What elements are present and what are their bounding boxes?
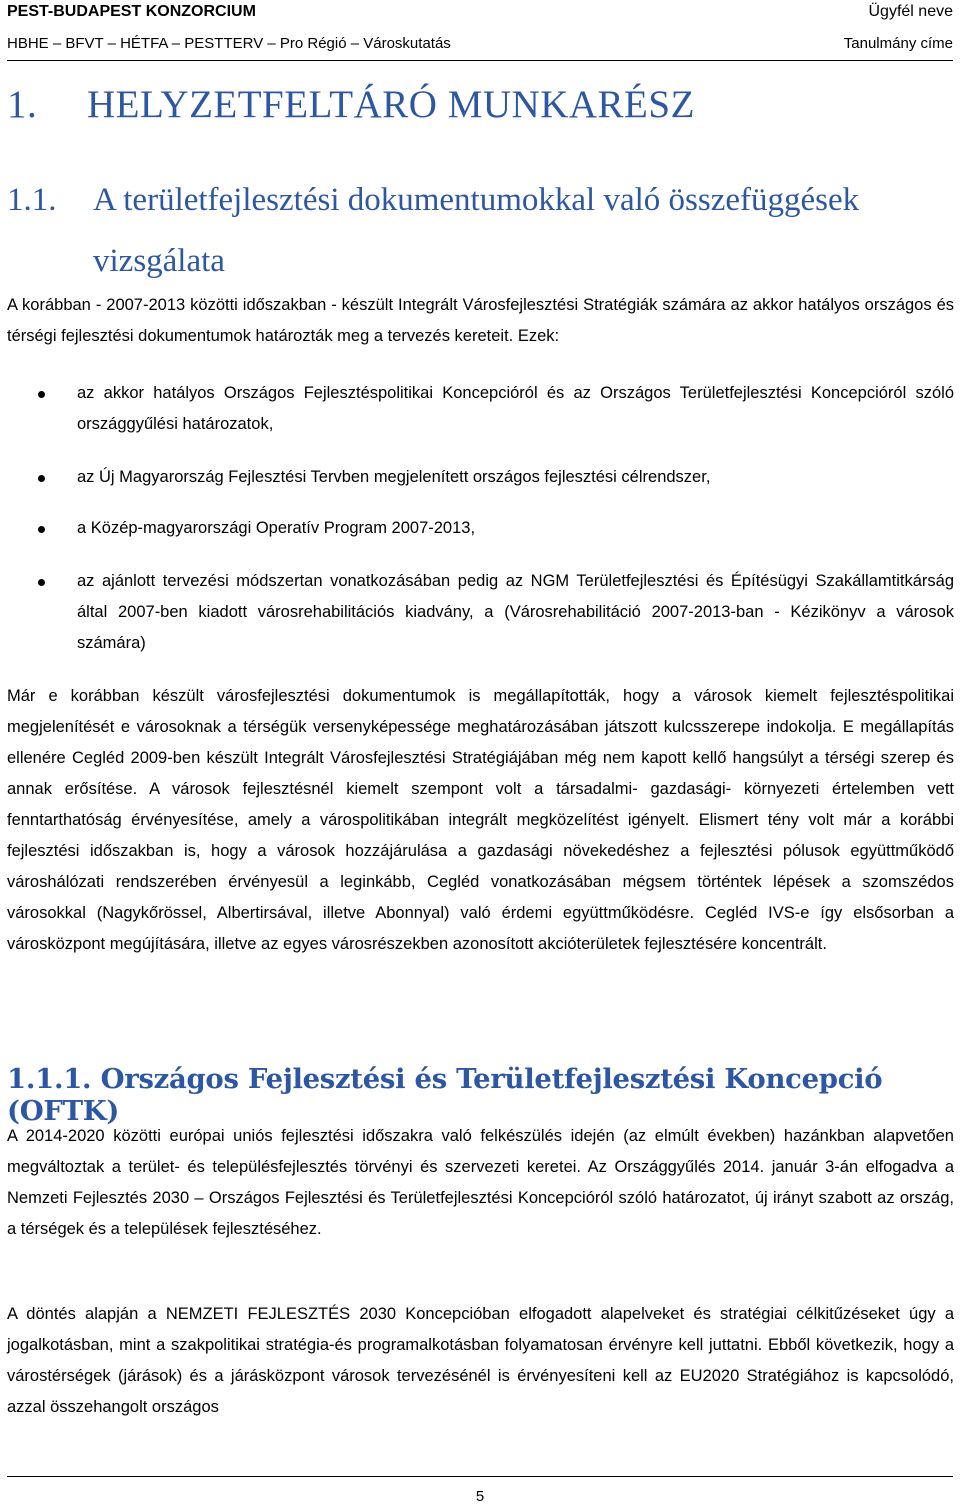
header-study-title: Tanulmány címe — [843, 35, 953, 52]
header-partners: HBHE – BFVT – HÉTFA – PESTTERV – Pro Régió – Városkutatás — [7, 35, 451, 52]
page-number: 5 — [475, 1488, 485, 1505]
bullet-icon — [38, 526, 45, 533]
running-header — [7, 0, 953, 64]
chapter-number: 1. — [7, 83, 38, 126]
header-divider — [7, 60, 953, 61]
body-paragraph: A döntés alapján a NEMZETI FEJLESZTÉS 2030 Koncepcióban elfogadott alapelveket és stratégiai célkitűzéseket úgy a jogalkotásban, mint a szakpolitikai stratégia-és programalkotásban folyamatosan érvényre kell juttatni. Ebből következik, hogy a várostérségek (járások) és a járásközpont városok tervezésénél is érvényesíteni kell az EU2020 Stratégiához is kapcsolódó, azzal összehangolt országos — [7, 1305, 954, 1416]
subsection-number: 1.1.1. — [7, 1063, 92, 1095]
chapter-heading — [7, 82, 695, 127]
list-item-text: az akkor hatályos Országos Fejlesztéspolitikai Koncepcióról és az Országos Területfejlesztési Koncepcióról szóló országgyűlési határozatok, — [77, 384, 954, 433]
body-paragraph: Már e korábban készült városfejlesztési dokumentumok is megállapították, hogy a városok kiemelt fejlesztéspolitikai megjelenítését e városoknak a térségük versenyképessége meghatározásában játszott kulcsszerepe indokolja. E megállapítás ellenére Cegléd 2009-ben készült Integrált Városfejlesztési Stratégiájában még nem kapott kellő hangsúlyt a térségi szerep és annak erősítése. A városok fejlesztésnél kiemelt szempont volt a társadalmi- gazdasági- környezeti értelemben vett fenntarthatóság érvényesítése, amely a várospolitikában integrált megközelítést igényelt. Elismert tény volt már a korábbi fejlesztési időszakban is, hogy a városok hozzájárulása a gazdasági növekedéshez a fejlesztési pólusok együttműködő városhálózati rendszerében érvényesül a leginkább, Cegléd vonatkozásában mégsem történtek lépések a szomszédos városokkal (Nagykőrössel, Albertirsával, illetve Abonnyal) való érdemi együttműködésre. Cegléd IVS-e így elsősorban a városközpont megújítására, illetve az egyes városrészekben azonosított akcióterületek fejlesztésére koncentrált. — [7, 687, 954, 953]
subsection-title: Országos Fejlesztési és Területfejlesztési Koncepció (OFTK) — [7, 1063, 883, 1127]
subsection-heading — [7, 1063, 960, 1127]
list-item-text: az ajánlott tervezési módszertan vonatkozásában pedig az NGM Területfejlesztési és Építésügyi Szakállamtitkárság által 2007-ben kiadott városrehabilitációs kiadvány, a (Városrehabilitáció 2007-2013-ban - Kézikönyv a városok számára) — [77, 572, 954, 652]
footer-divider — [7, 1476, 953, 1477]
list-item-text: a Közép-magyarországi Operatív Program 2007-2013, — [77, 519, 476, 537]
bullet-icon — [38, 391, 45, 398]
bullet-icon — [38, 579, 45, 586]
section-number: 1.1. — [7, 182, 57, 218]
header-client-name: Ügyfél neve — [868, 3, 953, 20]
list-item-text: az Új Magyarország Fejlesztési Tervben megjelenített országos fejlesztési célrendszer, — [77, 468, 711, 486]
body-paragraph: A 2014-2020 közötti európai uniós fejlesztési időszakra való felkészülés idején (az elmúlt években) hazánkban alapvetően megváltoztak a terület- és településfejlesztés törvényi és szervezeti keretei. Az Országgyűlés 2014. január 3-án elfogadva a Nemzeti Fejlesztés 2030 – Országos Fejlesztési és Területfejlesztési Koncepcióról szóló határozatot, új irányt szabott az ország, a térségek és a települések fejlesztéséhez. — [7, 1127, 954, 1238]
section-title: A területfejlesztési dokumentumokkal való összefüggések vizsgálata — [93, 182, 860, 279]
intro-paragraph: A korábban - 2007-2013 közötti időszakban - készült Integrált Városfejlesztési Stratégiák számára az akkor hatályos országos és térségi fejlesztési dokumentumok határozták meg a tervezés kereteit. Ezek: — [7, 296, 954, 345]
header-consortium: PEST-BUDAPEST KONZORCIUM — [7, 3, 256, 20]
bullet-icon — [38, 475, 45, 482]
chapter-title: HELYZETFELTÁRÓ MUNKARÉSZ — [87, 83, 695, 126]
